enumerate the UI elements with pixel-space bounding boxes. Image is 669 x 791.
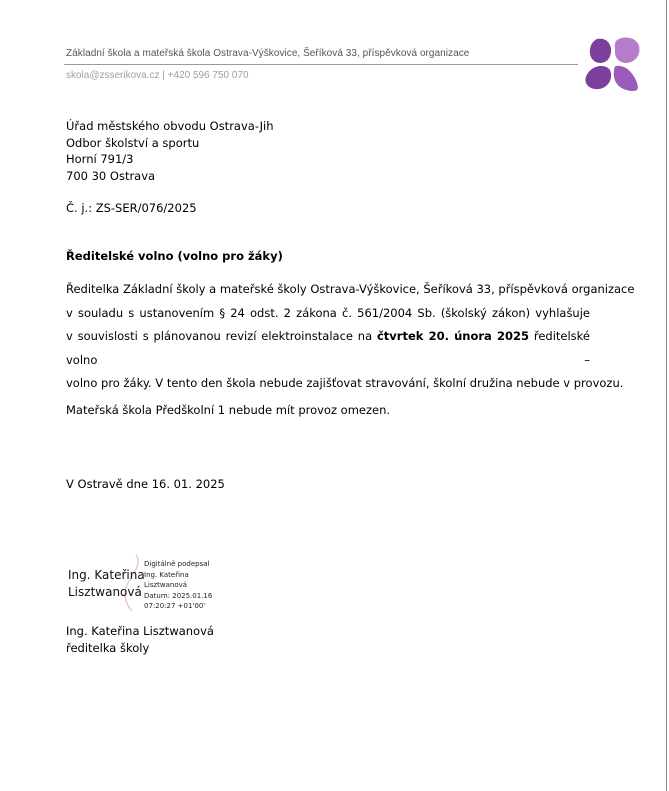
signature-detail-3: Lisztwanová bbox=[144, 581, 188, 589]
paragraph-line-2: v souladu s ustanovením § 24 odst. 2 zákona č. 561/2004 Sb. (školský zákon) vyhlašuje bbox=[66, 305, 590, 320]
recipient-line-3: Horní 791/3 bbox=[66, 152, 134, 166]
logo-petal-bottom-right bbox=[614, 66, 638, 91]
paragraph-line-3-start: v souvislosti s plánovanou revizí elektroinstalace na bbox=[66, 329, 373, 343]
signer-role: ředitelka školy bbox=[66, 640, 150, 655]
document-title: Ředitelské volno (volno pro žáky) bbox=[66, 249, 283, 263]
page-edge bbox=[666, 0, 667, 791]
highlighted-date: čtvrtek 20. února 2025 bbox=[376, 329, 530, 343]
header-divider bbox=[64, 64, 578, 65]
header-contact: skola@zsserikova.cz | +420 596 750 070 bbox=[66, 70, 249, 81]
signature-detail-4: Datum: 2025.01.16 bbox=[144, 591, 213, 600]
signature-detail-1: Digitálně podepsal bbox=[144, 560, 210, 568]
recipient-line-2: Odbor školství a sportu bbox=[66, 135, 200, 150]
signature-detail-2: Ing. Kateřina bbox=[144, 570, 189, 579]
recipient-address bbox=[66, 118, 274, 184]
signature-name bbox=[68, 567, 145, 601]
kindergarten-note: Mateřská škola Předškolní 1 nebude mít provoz omezen. bbox=[66, 403, 391, 417]
date-line: V Ostravě dne 16. 01. 2025 bbox=[66, 477, 225, 491]
announcement-paragraph bbox=[66, 278, 635, 396]
signature-name-line-2: Lisztwanová bbox=[68, 585, 142, 599]
logo-petal-bottom-left bbox=[585, 66, 611, 89]
logo-petal-top-left bbox=[590, 39, 611, 63]
recipient-line-1: Úřad městského obvodu Ostrava-Jih bbox=[66, 119, 274, 133]
paragraph-line-3 bbox=[66, 325, 590, 372]
digital-signature-block bbox=[66, 553, 246, 613]
paragraph-line-3-end: ředitelské volno – bbox=[66, 329, 590, 367]
signature-details bbox=[144, 559, 212, 612]
signature-name-line-1: Ing. Kateřina bbox=[68, 568, 145, 582]
logo-petal-top-right bbox=[615, 38, 640, 63]
header-organization: Základní škola a mateřská škola Ostrava-Výškovice, Šeříková 33, příspěvková organizace bbox=[66, 48, 470, 59]
paragraph-line-1: Ředitelka Základní školy a mateřské školy Ostrava-Výškovice, Šeříková 33, příspěvková organizace bbox=[66, 282, 635, 296]
signer-name: Ing. Kateřina Lisztwanová bbox=[66, 624, 214, 638]
signature-detail-5: 07:20:27 +01'00' bbox=[144, 602, 206, 610]
school-logo-flower-icon bbox=[583, 35, 643, 93]
reference-number: Č. j.: ZS-SER/076/2025 bbox=[66, 201, 197, 215]
signer-block bbox=[66, 623, 214, 656]
paragraph-line-4: volno pro žáky. V tento den škola nebude zajišťovat stravování, školní družina nebude v provozu. bbox=[66, 376, 624, 390]
recipient-line-4: 700 30 Ostrava bbox=[66, 168, 156, 183]
